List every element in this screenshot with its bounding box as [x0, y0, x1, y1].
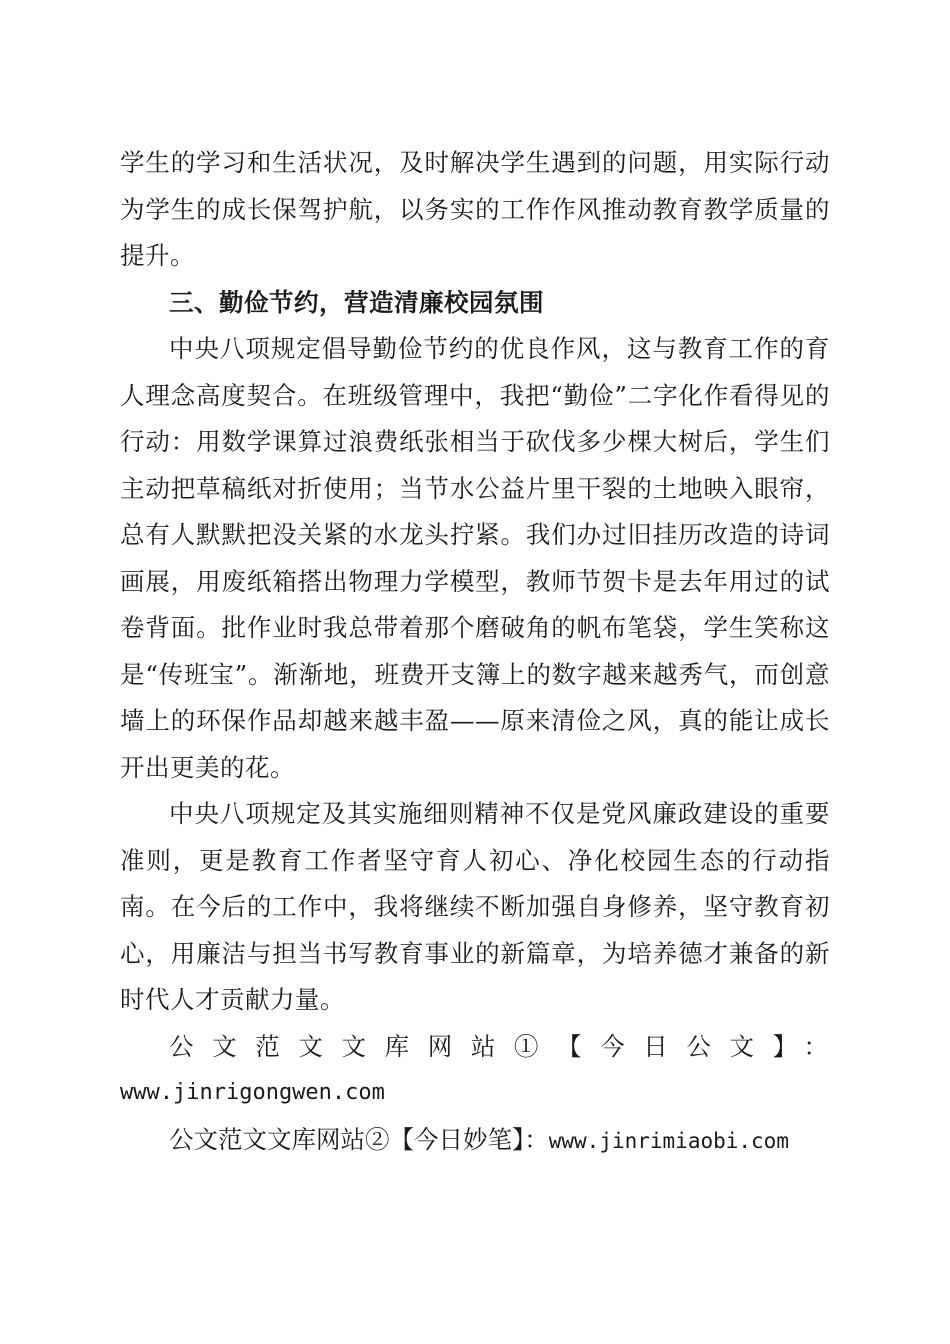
paragraph-conclusion: 中央八项规定及其实施细则精神不仅是党风廉政建设的重要准则，更是教育工作者坚守育人初心、净化校园生态的行动指南。在今后的工作中，我将继续不断加强自身修养，坚守教育初心，用廉洁与担当书写教育事业的新篇章，为培养德才兼备的新时代人才贡献力量。 [120, 799, 830, 1014]
footer-site2-url[interactable]: www.jinrimiaobi.com [548, 1128, 789, 1153]
section-heading: 三、勤俭节约，营造清廉校园氛围 [169, 287, 544, 317]
paragraph-thrift: 中央八项规定倡导勤俭节约的优良作风，这与教育工作的育人理念高度契合。在班级管理中，我把“勤俭”二字化作看得见的行动：用数学课算过浪费纸张相当于砍伐多少棵大树后，学生们主动把草稿纸对折使用；当节水公益片里干裂的土地映入眼帘，总有人默默把没关紧的水龙头拧紧。我们办过旧挂历改造的诗词画展，用废纸箱搭出物理力学模型，教师节贺卡是去年用过的试卷背面。批作业时我总带着那个磨破角的帆布笔袋，学生笑称这是“传班宝”。渐渐地，班费开支簿上的数字越来越秀气，而创意墙上的环保作品却越来越丰盈——原来清俭之风，真的能让成长开出更美的花。 [120, 334, 830, 782]
document-body [120, 140, 830, 1164]
footer-site1-url[interactable]: www.jinrigongwen.com [120, 1080, 385, 1105]
paragraph-continued: 学生的学习和生活状况，及时解决学生遇到的问题，用实际行动为学生的成长保驾护航，以务实的工作作风推动教育教学质量的提升。 [120, 148, 830, 270]
footer-site1-label: 公文范文文库网站①【今日公文】： [169, 1031, 830, 1061]
footer-site2 [120, 1117, 830, 1165]
footer-site2-label: 公文范文文库网站②【今日妙笔】： [169, 1124, 549, 1154]
